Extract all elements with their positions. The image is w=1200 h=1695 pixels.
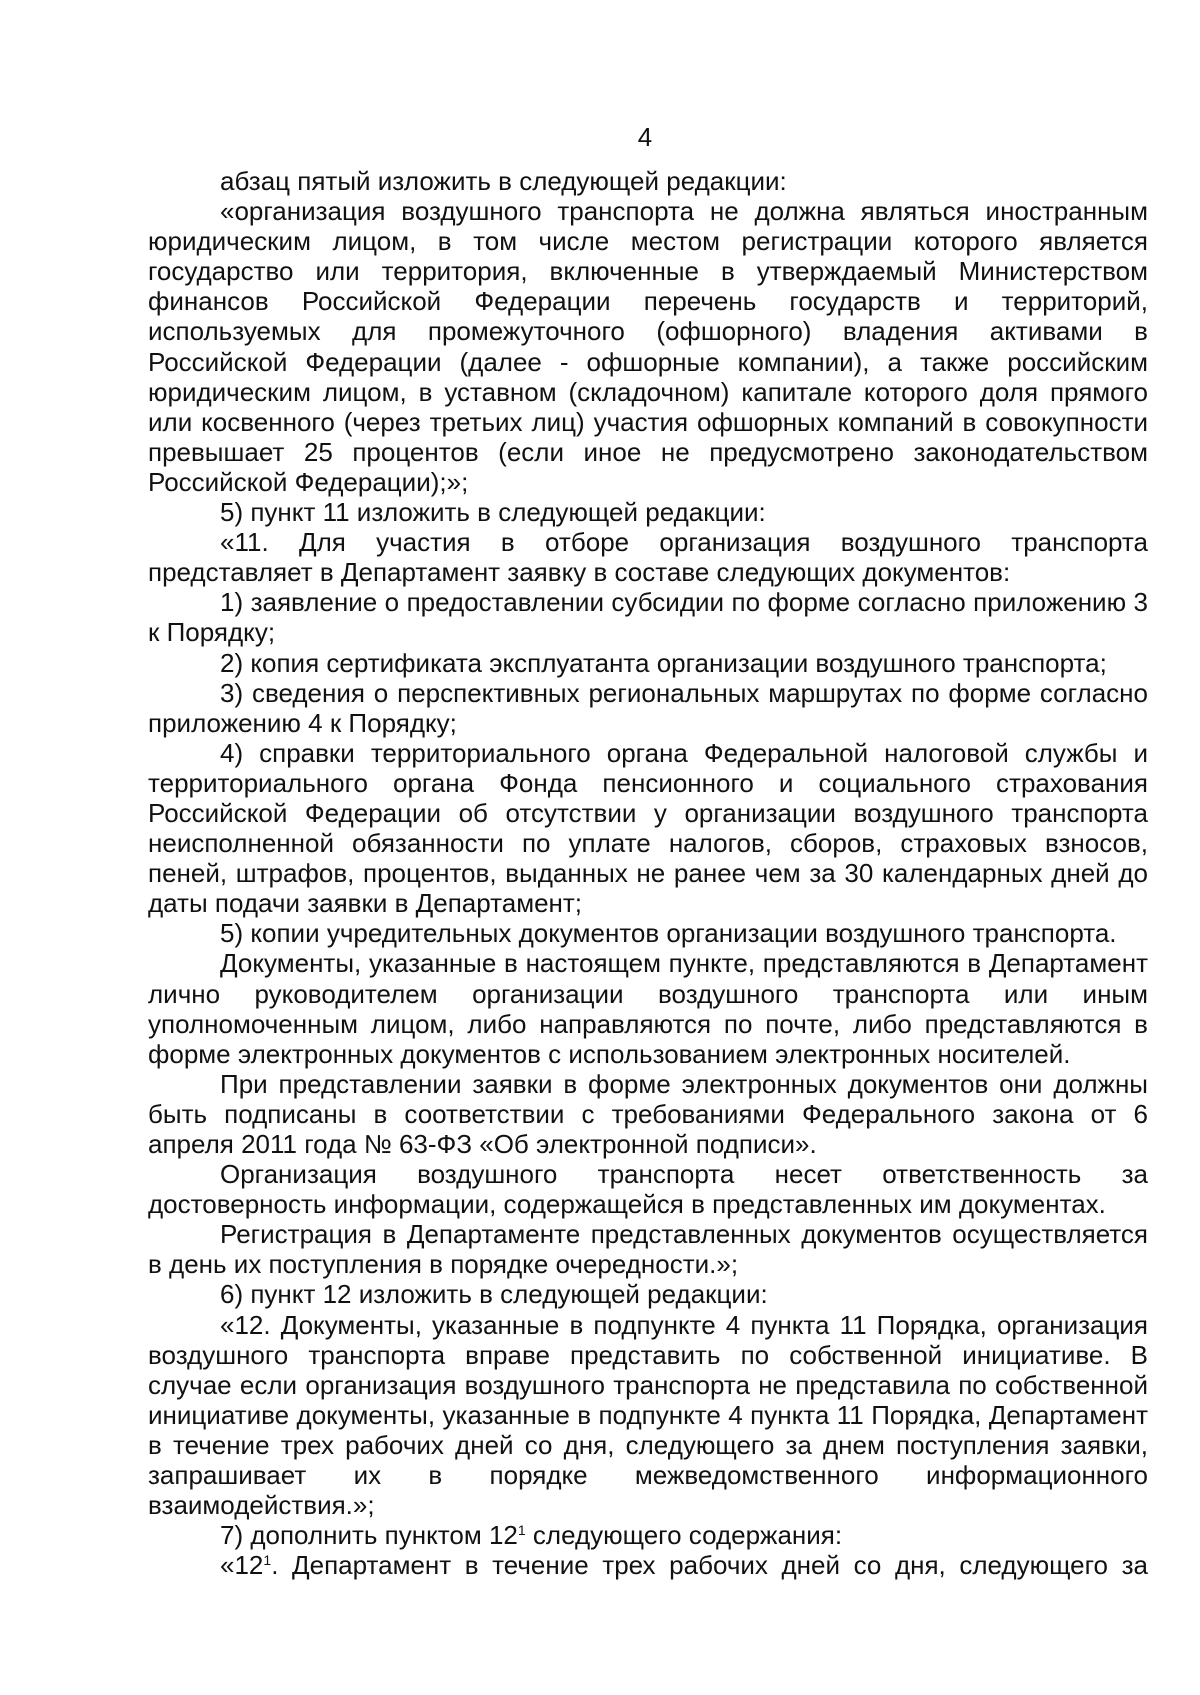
paragraph: Регистрация в Департаменте представленных документов осуществляется в день их поступления в порядке очередности.»; bbox=[148, 1219, 1148, 1280]
paragraph: абзац пятый изложить в следующей редакции: bbox=[220, 166, 787, 196]
paragraph-text: следующего содержания: bbox=[525, 1520, 843, 1551]
paragraph-text: 7) дополнить пунктом 12 bbox=[220, 1520, 518, 1551]
paragraph-item-7 bbox=[148, 1520, 1148, 1550]
paragraph: 6) пункт 12 изложить в следующей редакции: bbox=[220, 1279, 768, 1310]
superscript: 1 bbox=[263, 1552, 272, 1569]
paragraph-text: . Департамент в течение трех рабочих дней со дня, следующего за bbox=[271, 1550, 1148, 1581]
paragraph: 3) сведения о перспективных региональных маршрутах по форме согласно приложению 4 к Порядку; bbox=[148, 677, 1148, 738]
paragraph: Организация воздушного транспорта несет ответственность за достоверность информации, содержащейся в представленных им документах. bbox=[148, 1159, 1148, 1220]
paragraph: При представлении заявки в форме электронных документов они должны быть подписаны в соответствии с требованиями Федерального закона от 6 апреля 2011 года № 63-ФЗ «Об электронной подписи». bbox=[148, 1068, 1148, 1159]
paragraph: 4) справки территориального органа Федеральной налоговой службы и территориального органа Фонда пенсионного и социального страхования Российской Федерации об отсутствии у организации воздушного транспорта неисполненной обязанности по уплате налогов, сборов, страховых взносов, пеней, штрафов, процентов, выданных не ранее чем за 30 календарных дней до даты подачи заявки в Департамент; bbox=[148, 737, 1148, 919]
paragraph: Документы, указанные в настоящем пункте, представляются в Департамент лично руководителем организации воздушного транспорта или иным уполномоченным лицом, либо направляются по почте, либо представляются в форме электронных документов с использованием электронных носителей. bbox=[148, 948, 1148, 1069]
superscript: 1 bbox=[517, 1522, 526, 1539]
document-body bbox=[148, 166, 1148, 1580]
paragraph: 5) пункт 11 изложить в следующей редакции: bbox=[220, 497, 766, 528]
page-number: 4 bbox=[637, 122, 653, 152]
paragraph: «11. Для участия в отборе организация воздушного транспорта представляет в Департамент заявку в составе следующих документов: bbox=[148, 527, 1148, 588]
paragraph-item-12-1 bbox=[148, 1550, 1148, 1580]
paragraph: «12. Документы, указанные в подпункте 4 пункта 11 Порядка, организация воздушного транспорта вправе представить по собственной инициативе. В случае если организация воздушного транспорта не представила по собственной инициативе документы, указанные в подпункте 4 пункта 11 Порядка, Департамент в течение трех рабочих дней со дня, следующего за днем поступления заявки, запрашивает их в порядке межведомственного информационного взаимодействия.»; bbox=[148, 1309, 1148, 1521]
paragraph: 2) копия сертификата эксплуатанта организации воздушного транспорта; bbox=[220, 647, 1107, 678]
paragraph: «организация воздушного транспорта не должна являться иностранным юридическим лицом, в том числе местом регистрации которого является государство или территория, включенные в утверждаемый Министерством финансов Российской Федерации перечень государств и территорий, используемых для промежуточного (офшорного) владения активами в Российской Федерации (далее - офшорные компании), а также российским юридическим лицом, в уставном (складочном) капитале которого доля прямого или косвенного (через третьих лиц) участия офшорных компаний в совокупности превышает 25 процентов (если иное не предусмотрено законодательством Российской Федерации);»; bbox=[148, 196, 1148, 497]
paragraph: 1) заявление о предоставлении субсидии по форме согласно приложению 3 к Порядку; bbox=[148, 587, 1148, 648]
paragraph: 5) копии учредительных документов организации воздушного транспорта. bbox=[220, 918, 1117, 949]
paragraph-text: «12 bbox=[220, 1550, 264, 1581]
